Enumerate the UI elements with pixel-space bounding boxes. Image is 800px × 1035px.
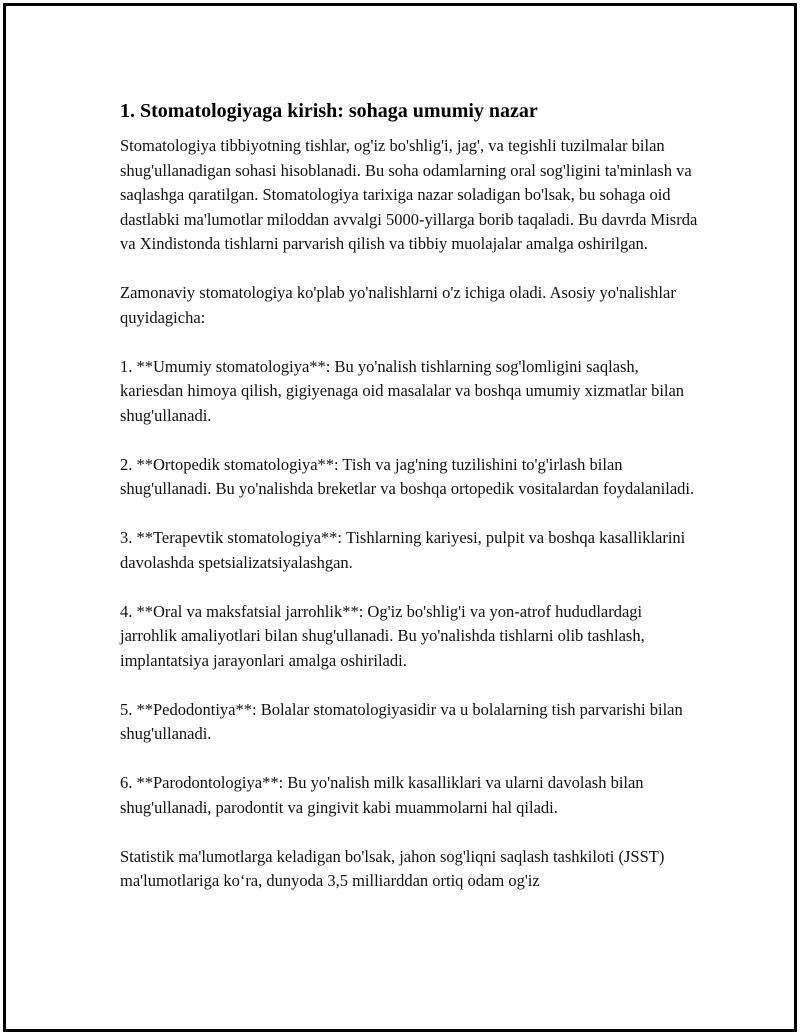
paragraph-directions-intro: Zamonaviy stomatologiya ko'plab yo'nalishlarni o'z ichiga oladi. Asosiy yo'nalishlar quyidagicha:	[120, 283, 676, 327]
list-item-therapeutic: 3. **Terapevtik stomatologiya**: Tishlarning kariyesi, pulpit va boshqa kasalliklarini davolashda spetsializatsiyalashgan.	[120, 528, 686, 572]
list-item-pedodontics: 5. **Pedodontiya**: Bolalar stomatologiyasidir va u bolalarning tish parvarishi bilan shug'ullanadi.	[120, 699, 683, 743]
list-item-orthopedic: 2. **Ortopedik stomatologiya**: Tish va jag'ning tuzilishini to'g'irlash bilan shug'ullanadi. Bu yo'nalishda breketlar va boshqa ortopedik vositalardan foydalaniladi.	[120, 454, 695, 498]
paragraph-statistics: Statistik ma'lumotlarga keladigan bo'lsak, jahon sog'liqni saqlash tashkiloti (JSST) ma'lumotlariga ko‘ra, dunyoda 3,5 milliarddan ortiq odam og'iz	[120, 846, 665, 890]
document-page	[3, 3, 797, 1032]
list-item-periodontology: 6. **Parodontologiya**: Bu yo'nalish milk kasalliklari va ularni davolash bilan shug'ullanadi, parodontit va gingivit kabi muammolarni hal qiladi.	[120, 773, 644, 817]
document-content	[120, 98, 700, 918]
list-item-surgery: 4. **Oral va maksfatsial jarrohlik**: Og'iz bo'shlig'i va yon-atrof hududlardagi jarrohlik amaliyotlari bilan shug'ullanadi. Bu yo'nalishda tishlarni olib tashlash, implantatsiya jarayonlari amalga oshiriladi.	[120, 601, 645, 670]
paragraph-intro: Stomatologiya tibbiyotning tishlar, og'iz bo'shlig'i, jag', va tegishli tuzilmalar bilan shug'ullanadigan sohasi hisoblanadi. Bu soha odamlarning oral sog'ligini ta'minlash va saqlashga qaratilgan. Stomatologiya tarixiga nazar soladigan bo'lsak, bu sohaga oid dastlabki ma'lumotlar miloddan avvalgi 5000-yillarga borib taqaladi. Bu davrda Misrda va Xindistonda tishlarni parvarish qilish va tibbiy muolajalar amalga oshirilgan.	[120, 136, 698, 253]
section-heading: 1. Stomatologiyaga kirish: sohaga umumiy nazar	[120, 100, 538, 122]
list-item-general: 1. **Umumiy stomatologiya**: Bu yo'nalish tishlarning sog'lomligini saqlash, kariesdan himoya qilish, gigiyenaga oid masalalar va boshqa umumiy xizmatlar bilan shug'ullanadi.	[120, 356, 685, 425]
